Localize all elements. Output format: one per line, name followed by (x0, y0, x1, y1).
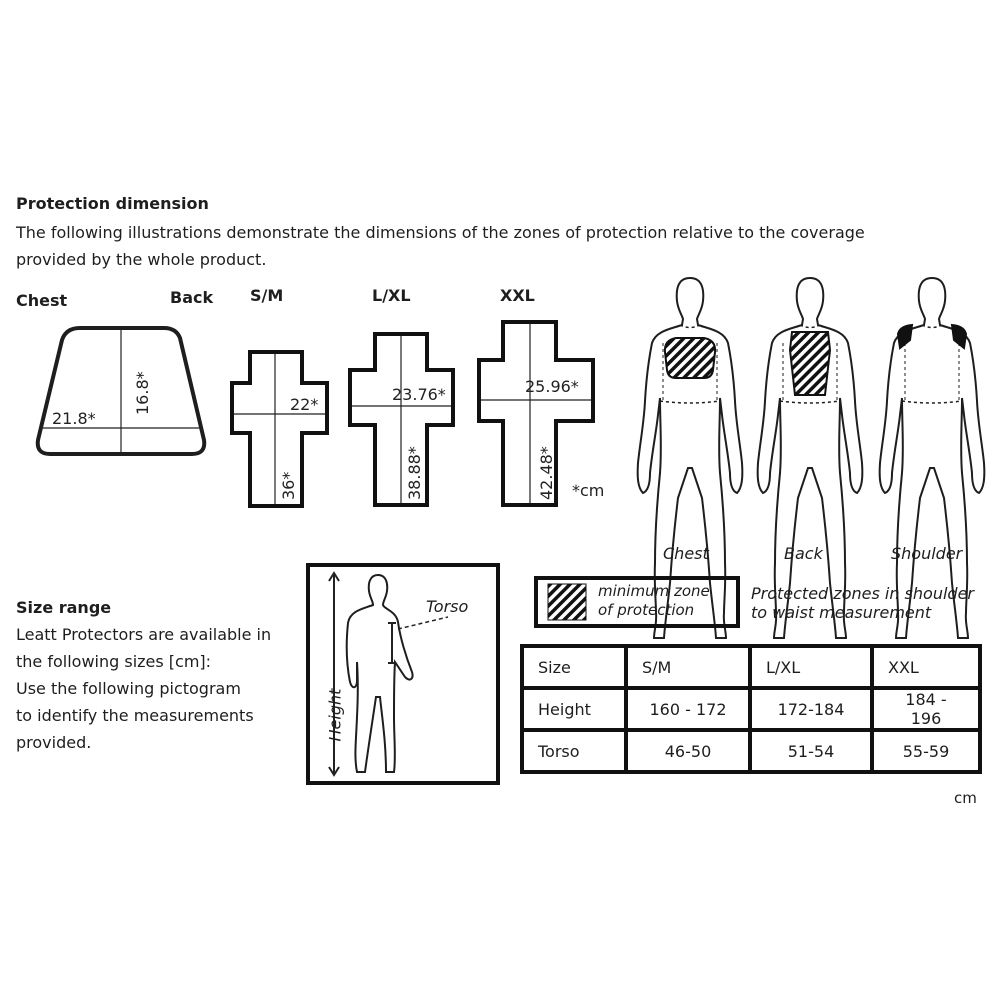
pictogram-body (347, 575, 413, 772)
back-xxl-width-label: 25.96* (525, 377, 579, 396)
table-cell: 51-54 (750, 730, 872, 772)
table-cell: Torso (522, 730, 626, 772)
size-range-line5: provided. (16, 733, 92, 752)
table-cell: 55-59 (872, 730, 980, 772)
back-zone-hatch (790, 332, 830, 395)
table-header-cell: XXL (872, 646, 980, 688)
torso-leader-line (398, 617, 448, 629)
table-cell: 160 - 172 (626, 688, 750, 730)
measurement-pictogram (306, 563, 500, 785)
section-title-size-range: Size range (16, 598, 112, 617)
back-sm-height-label: 36* (279, 471, 298, 500)
back-xxl-height-label: 42.48* (537, 446, 556, 500)
legend-hatch-swatch (548, 584, 586, 620)
label-size-sm: S/M (250, 286, 284, 305)
legend-note-line1: Protected zones in shoulder (751, 584, 974, 603)
size-table (520, 644, 982, 774)
section-title-protection: Protection dimension (16, 194, 209, 213)
size-range-line3: Use the following pictogram (16, 679, 241, 698)
chest-zone-hatch (665, 338, 715, 378)
label-back: Back (170, 288, 214, 307)
chest-width-label: 21.8* (52, 409, 96, 428)
table-cell: 172-184 (750, 688, 872, 730)
legend-zone-line2: of protection (598, 601, 695, 619)
legend-zone-box (534, 576, 740, 628)
figure-caption-back: Back (784, 544, 823, 563)
size-range-line2: the following sizes [cm]: (16, 652, 212, 671)
legend-zone-line1: minimum zone (598, 582, 710, 600)
table-row (522, 688, 980, 730)
chest-height-label: 16.8* (133, 371, 152, 415)
back-sm-width-label: 22* (290, 395, 319, 414)
back-lxl-height-label: 38.88* (405, 446, 424, 500)
pictogram-torso-label: Torso (426, 597, 469, 616)
figure-caption-shoulder: Shoulder (891, 544, 963, 563)
table-unit-label: cm (954, 789, 977, 807)
size-range-line4: to identify the measurements (16, 706, 254, 725)
table-row (522, 730, 980, 772)
figure-caption-chest: Chest (663, 544, 709, 563)
table-cell: 184 - 196 (872, 688, 980, 730)
label-size-lxl: L/XL (372, 286, 411, 305)
table-header-cell: L/XL (750, 646, 872, 688)
protection-description-line1: The following illustrations demonstrate the dimensions of the zones of protection relative to the coverage (16, 223, 865, 242)
label-size-xxl: XXL (500, 286, 535, 305)
table-cell: 46-50 (626, 730, 750, 772)
back-lxl-width-label: 23.76* (392, 385, 446, 404)
table-header-cell: S/M (626, 646, 750, 688)
legend-note-line2: to waist measurement (751, 603, 932, 622)
label-chest: Chest (16, 291, 68, 310)
table-cell: Height (522, 688, 626, 730)
unit-note: *cm (572, 481, 605, 500)
size-range-line1: Leatt Protectors are available in (16, 625, 272, 644)
pictogram-height-label: Height (325, 688, 345, 742)
table-header-cell: Size (522, 646, 626, 688)
protection-description-line2: provided by the whole product. (16, 250, 267, 269)
table-header-row (522, 646, 980, 688)
